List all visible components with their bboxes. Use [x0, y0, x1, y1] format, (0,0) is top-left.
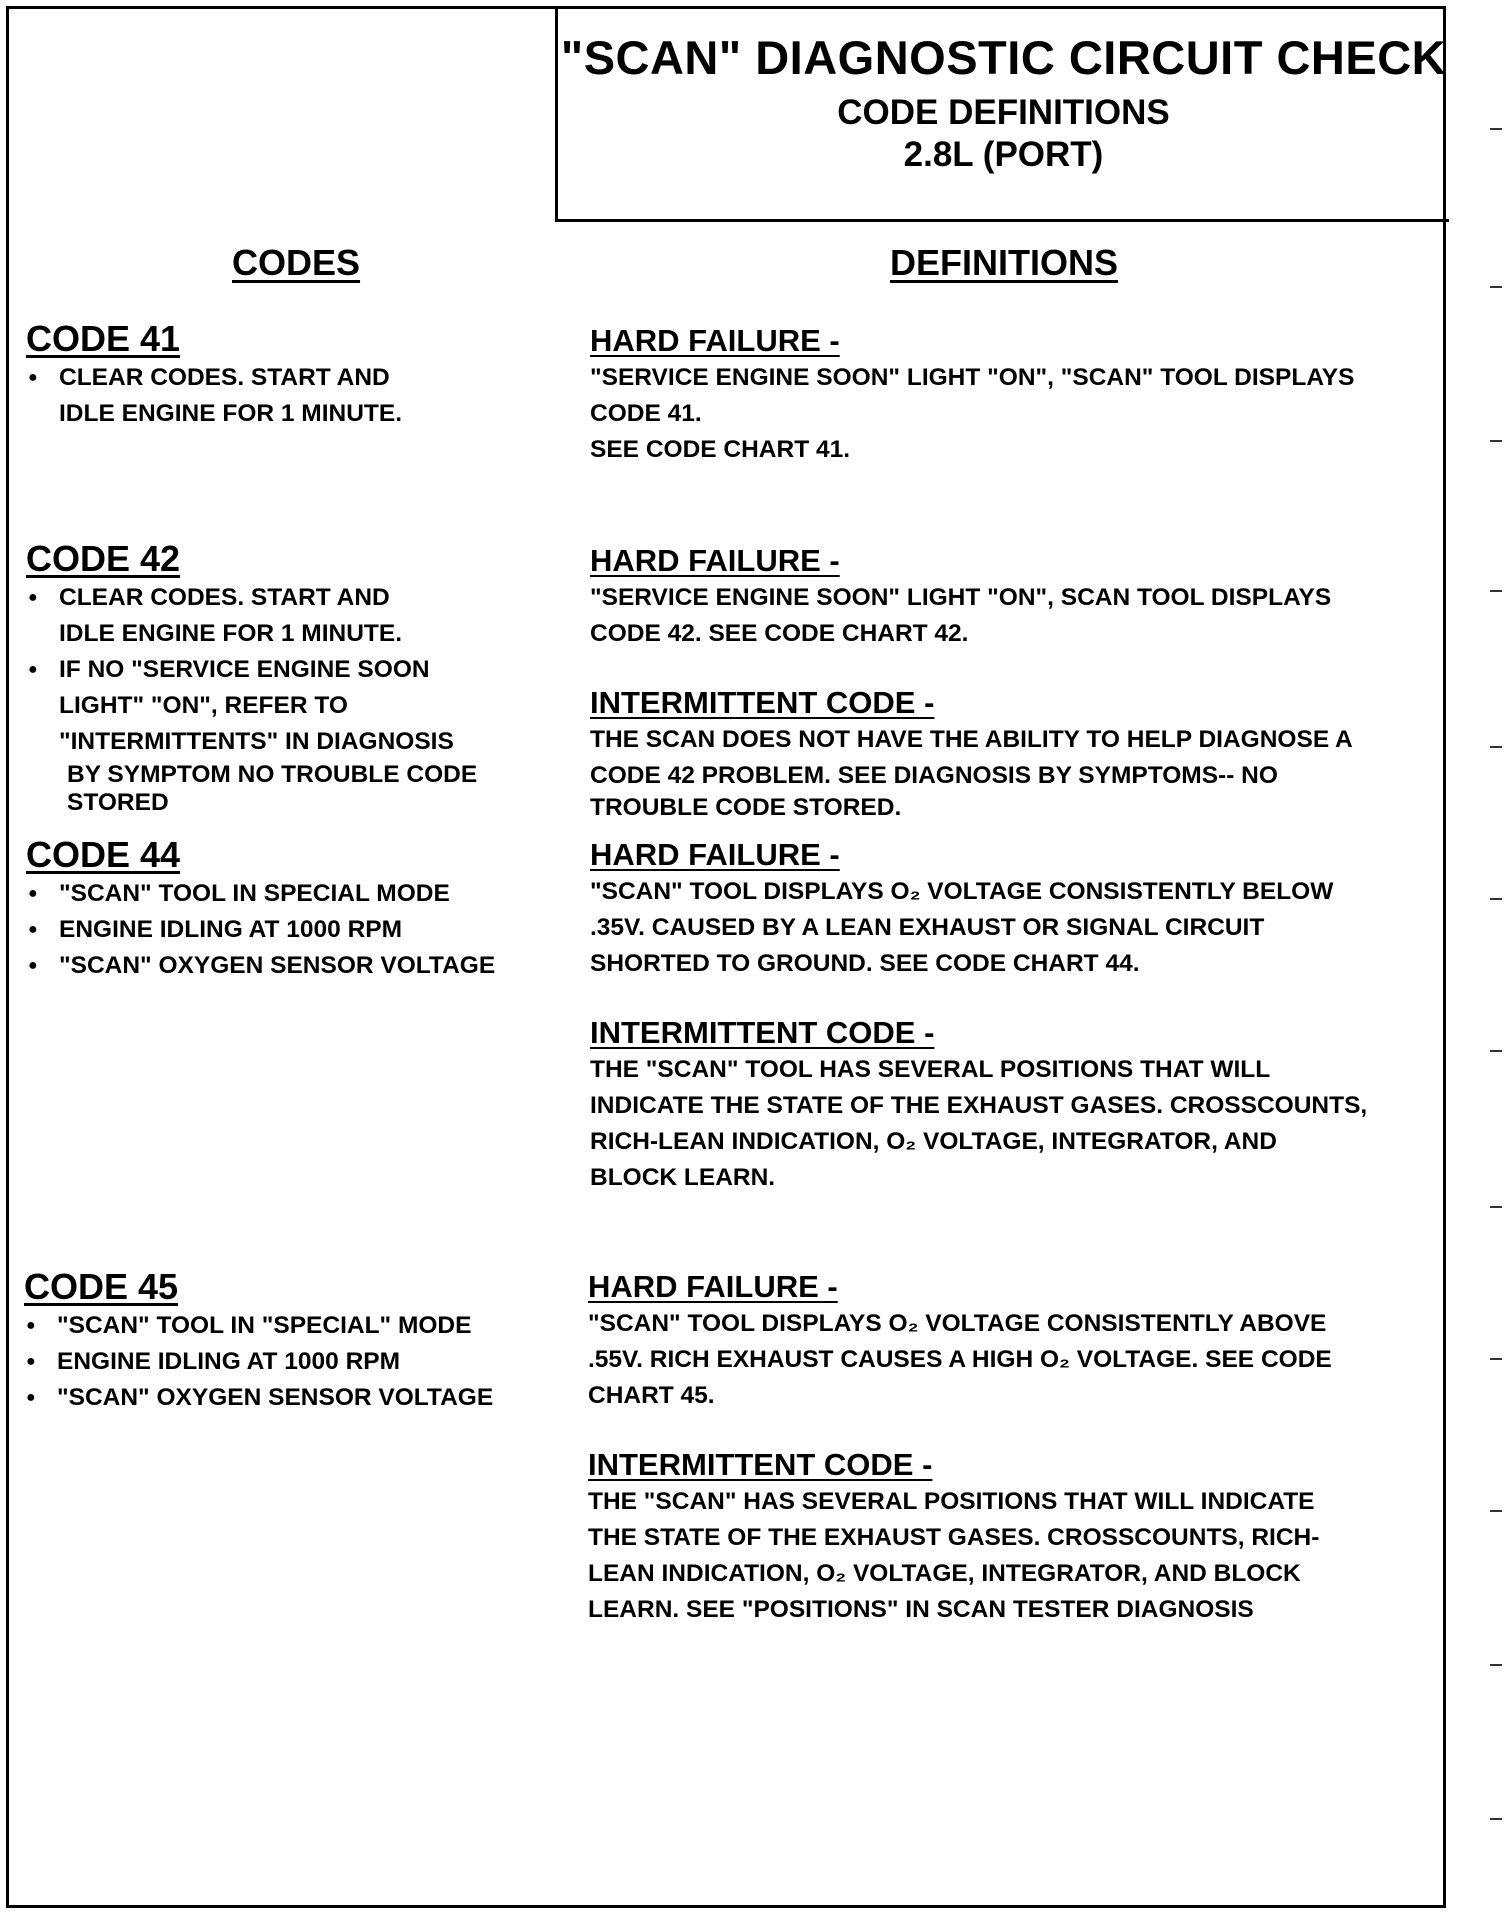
definition-line: LEARN. SEE "POSITIONS" IN SCAN TESTER DIAGNOSIS	[588, 1596, 1254, 1623]
page-subtitle: CODE DEFINITIONS	[837, 93, 1170, 132]
definitions-column-heading: DEFINITIONS	[890, 242, 1119, 283]
code-42-block	[26, 538, 477, 816]
code-44-block	[26, 834, 495, 984]
code-41-definition	[590, 322, 1354, 468]
code-45-bullet-1: ● "SCAN" TOOL IN "SPECIAL" MODE	[24, 1308, 493, 1344]
code-44-intermittent-title: INTERMITTENT CODE -	[590, 1015, 935, 1050]
definition-line: CODE 42. SEE CODE CHART 42.	[590, 620, 969, 647]
bullet-line: LIGHT" "ON", REFER TO	[59, 692, 348, 719]
code-45-block	[24, 1266, 493, 1416]
code-45-bullet-3: ● "SCAN" OXYGEN SENSOR VOLTAGE	[24, 1380, 493, 1416]
definition-line: LEAN INDICATION, O₂ VOLTAGE, INTEGRATOR, AND BLOCK	[588, 1560, 1301, 1587]
code-42-bullet-1	[26, 580, 477, 652]
bullet-line: IDLE ENGINE FOR 1 MINUTE.	[59, 620, 403, 647]
code-44-bullet-3: ● "SCAN" OXYGEN SENSOR VOLTAGE	[26, 948, 495, 984]
definition-line: BLOCK LEARN.	[590, 1164, 776, 1191]
code-42-hard-failure-title: HARD FAILURE -	[590, 543, 840, 578]
definition-line: CODE 42 PROBLEM. SEE DIAGNOSIS BY SYMPTOMS-- NO	[590, 762, 1278, 789]
margin-tick	[1490, 1050, 1502, 1052]
definition-line: RICH-LEAN INDICATION, O₂ VOLTAGE, INTEGRATOR, AND	[590, 1128, 1277, 1155]
title-box	[555, 6, 1449, 222]
code-44-definition	[590, 836, 1367, 1196]
definition-line: TROUBLE CODE STORED.	[590, 794, 902, 821]
codes-column-heading: CODES	[232, 242, 361, 283]
definition-line: THE "SCAN" HAS SEVERAL POSITIONS THAT WILL INDICATE	[588, 1488, 1315, 1515]
definition-line: CHART 45.	[588, 1382, 715, 1409]
definition-line: THE "SCAN" TOOL HAS SEVERAL POSITIONS THAT WILL	[590, 1056, 1271, 1083]
margin-tick	[1490, 746, 1502, 748]
code-44-hard-failure-title: HARD FAILURE -	[590, 837, 840, 872]
definition-line: .35V. CAUSED BY A LEAN EXHAUST OR SIGNAL CIRCUIT	[590, 914, 1265, 941]
margin-tick	[1490, 898, 1502, 900]
definition-line: SEE CODE CHART 41.	[590, 436, 851, 463]
code-41-title: CODE 41	[26, 318, 181, 359]
definition-line: "SERVICE ENGINE SOON" LIGHT "ON", "SCAN" TOOL DISPLAYS	[590, 364, 1355, 391]
definition-line: INDICATE THE STATE OF THE EXHAUST GASES. CROSSCOUNTS,	[590, 1092, 1368, 1119]
bullet-line: STORED	[67, 789, 169, 816]
bullet-line: ● CLEAR CODES. START AND	[59, 584, 390, 611]
code-44-title: CODE 44	[26, 834, 181, 875]
engine-label: 2.8L (PORT)	[903, 135, 1104, 174]
margin-tick	[1490, 286, 1502, 288]
margin-tick	[1490, 1358, 1502, 1360]
bullet-line: IDLE ENGINE FOR 1 MINUTE.	[59, 400, 403, 427]
code-44-bullet-2: ● ENGINE IDLING AT 1000 RPM	[26, 912, 495, 948]
code-44-bullet-1: ● "SCAN" TOOL IN SPECIAL MODE	[26, 876, 495, 912]
code-41-hard-failure-title: HARD FAILURE -	[590, 323, 840, 358]
definition-line: .55V. RICH EXHAUST CAUSES A HIGH O₂ VOLTAGE. SEE CODE	[588, 1346, 1332, 1373]
code-42-intermittent-title: INTERMITTENT CODE -	[590, 685, 935, 720]
margin-tick	[1490, 440, 1502, 442]
code-45-bullet-2: ● ENGINE IDLING AT 1000 RPM	[24, 1344, 493, 1380]
definition-line: "SCAN" TOOL DISPLAYS O₂ VOLTAGE CONSISTENTLY ABOVE	[588, 1310, 1327, 1337]
code-45-hard-failure-title: HARD FAILURE -	[588, 1269, 838, 1304]
code-41-bullet-1	[26, 360, 402, 432]
definition-line: CODE 41.	[590, 400, 702, 427]
code-45-definition	[588, 1268, 1332, 1628]
margin-tick	[1490, 1664, 1502, 1666]
margin-tick	[1490, 1510, 1502, 1512]
code-45-title: CODE 45	[24, 1266, 179, 1307]
code-42-title: CODE 42	[26, 538, 181, 579]
bullet-line: "INTERMITTENTS" IN DIAGNOSIS	[59, 728, 454, 755]
bullet-line: ● IF NO "SERVICE ENGINE SOON	[59, 656, 430, 683]
margin-tick	[1490, 128, 1502, 130]
page-title: "SCAN" DIAGNOSTIC CIRCUIT CHECK	[560, 31, 1447, 84]
definition-line: THE STATE OF THE EXHAUST GASES. CROSSCOUNTS, RICH-	[588, 1524, 1320, 1551]
code-41-block	[26, 318, 402, 432]
code-45-intermittent-title: INTERMITTENT CODE -	[588, 1447, 933, 1482]
margin-tick	[1490, 1818, 1502, 1820]
definition-line: THE SCAN DOES NOT HAVE THE ABILITY TO HELP DIAGNOSE A	[590, 726, 1353, 753]
bullet-line: BY SYMPTOM NO TROUBLE CODE	[67, 761, 478, 788]
code-42-bullet-2	[26, 652, 477, 816]
definition-line: "SERVICE ENGINE SOON" LIGHT "ON", SCAN TOOL DISPLAYS	[590, 584, 1332, 611]
definition-line: "SCAN" TOOL DISPLAYS O₂ VOLTAGE CONSISTENTLY BELOW	[590, 878, 1334, 905]
bullet-line: ● CLEAR CODES. START AND	[59, 364, 390, 391]
code-42-definition	[590, 542, 1353, 822]
margin-tick	[1490, 590, 1502, 592]
definition-line: SHORTED TO GROUND. SEE CODE CHART 44.	[590, 950, 1140, 977]
margin-tick	[1490, 1206, 1502, 1208]
